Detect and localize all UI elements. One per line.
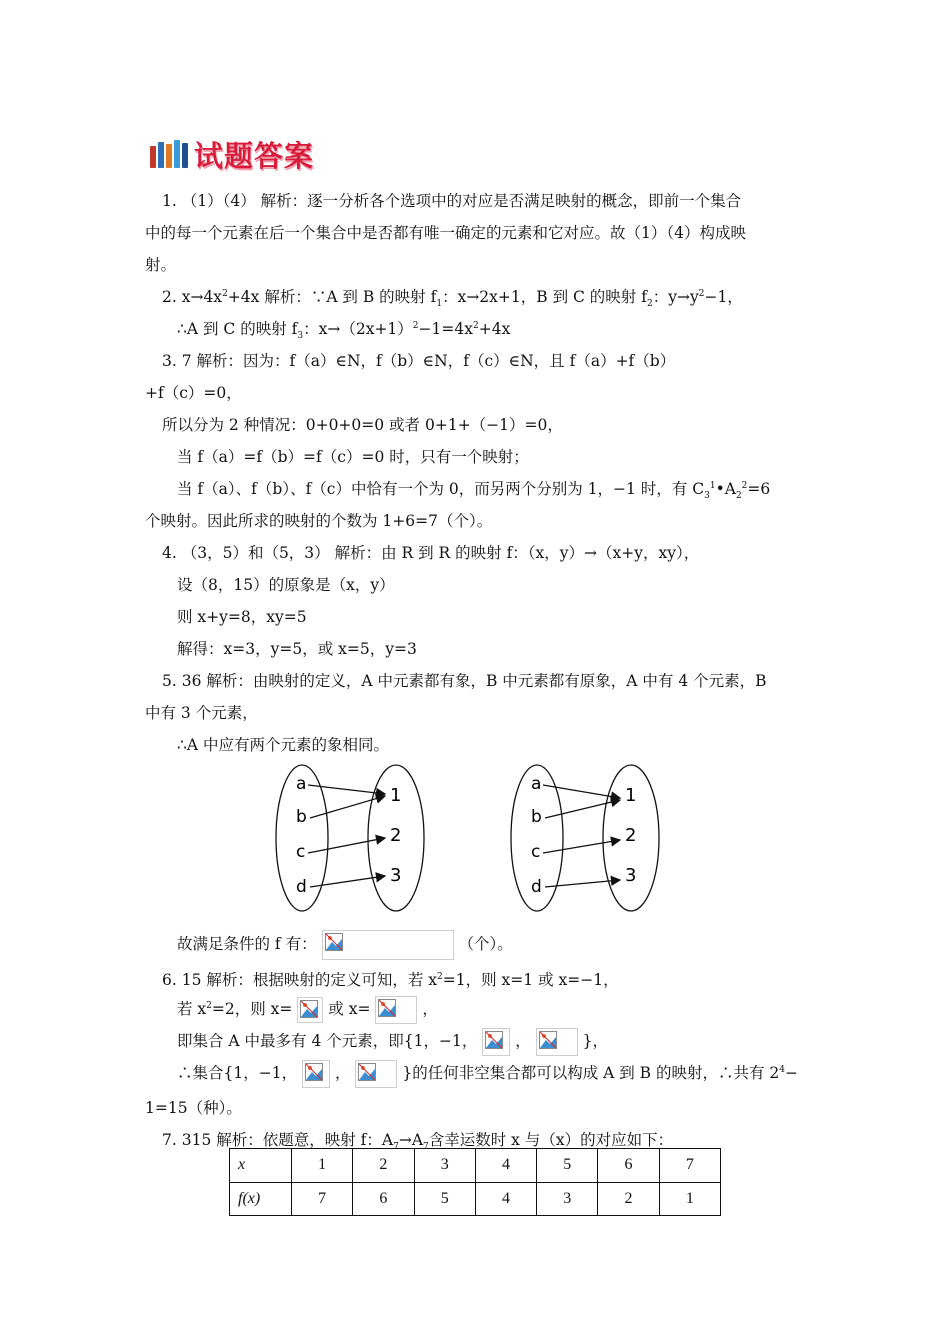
table-cell: 2 [598,1182,659,1216]
q5-line-3: ∴A 中应有两个元素的象相同。 [177,736,389,754]
codomain-label: 3 [390,865,402,886]
arrow-b-1 [310,796,385,818]
arrow-b-1 [545,800,620,818]
q1-line-1: 1. （1）（4） 解析：逐一分析各个选项中的对应是否满足映射的概念，即前一个集合 [162,192,742,210]
q3-line-5: 当 f（a）、f（b）、f（c）中恰有一个为 0，而另两个分别为 1，−1 时，有 $C_3^1•A_2^2=6$ [177,480,771,502]
domain-label: d [531,877,542,897]
arrow-c-2 [308,838,385,853]
q6-line-5: 1=15（种）。 [145,1099,242,1117]
row-label-x: x [230,1149,292,1183]
q4-line-1: 4. （3，5）和（5，3） 解析：由 R 到 R 的映射 f：（x，y）→（x+y，xy）， [162,544,700,562]
table-row [230,1149,721,1183]
q2-line-1: 2. $x\to 4x^2+4x$ 解析：∵A 到 B 的映射 $f_1$：x→2x+1，B 到 C 的映射 $f_2$：$y\to y^2-1$， [162,288,743,310]
q6-line-4: ∴集合{1，−1， ， }的任何非空集合都可以构成 A 到 B 的映射，∴共有 $2^4-$ [177,1060,798,1088]
q3-line-6: 个映射。因此所求的映射的个数为 1+6=7（个）。 [145,512,493,530]
codomain-label: 3 [625,865,637,886]
table-cell: 4 [475,1149,536,1183]
broken-image-icon [297,997,323,1023]
q1-line-2: 中的每一个元素在后一个集合中是否都有唯一确定的元素和它对应。故（1）（4）构成映 [145,224,746,242]
broken-image-icon [482,1028,510,1056]
arrow-a-1 [543,785,620,798]
table-cell: 2 [353,1149,414,1183]
table-cell: 5 [537,1149,598,1183]
q5-line-4: 故满足条件的 f 有： （个）。 [177,930,513,960]
header-title: 试题答案 [194,138,315,173]
broken-image-icon [375,996,417,1024]
table-cell: 6 [598,1149,659,1183]
table-cell: 4 [475,1182,536,1216]
q3-line-4: 当 f（a）=f（b）=f（c）=0 时，只有一个映射； [177,448,529,466]
table-cell: 3 [537,1182,598,1216]
codomain-label: 1 [625,785,637,806]
q4-line-3: 则 x+y=8，xy=5 [177,608,307,626]
q2-line-2: ∴A 到 C 的映射 $f_3$：$x\to(2x+1)^2-1=4x^2+4x$ [177,320,511,342]
table-cell: 5 [414,1182,475,1216]
table-cell: 1 [659,1182,720,1216]
arrow-c-2 [543,840,620,853]
table-row [230,1182,721,1216]
table-cell: 7 [292,1182,353,1216]
domain-label: c [531,842,541,862]
mapping-diagram-right [497,758,677,918]
q7-line-1: 7. 315 解析：依题意，映射 f：$A_7\to A_7$含幸运数时 x 与（x）的对应如下： [162,1131,674,1153]
books-icon [150,140,188,168]
q4-line-2: 设（8，15）的原象是（x，y） [177,576,395,594]
mapping-table [229,1148,721,1216]
broken-image-icon [536,1028,578,1056]
q5-line-1: 5. 36 解析：由映射的定义，A 中元素都有象，B 中元素都有原象，A 中有 4 个元素，B [162,672,767,690]
q5-line-2: 中有 3 个元素， [145,704,258,722]
arrow-a-1 [308,785,385,794]
q6-line-3: 即集合 A 中最多有 4 个元素，即{1，−1， ， }， [177,1028,608,1056]
codomain-label: 1 [390,785,402,806]
table-cell: 3 [414,1149,475,1183]
domain-label: b [296,807,307,827]
q3-line-1: 3. 7 解析：因为：f（a）∈N，f（b）∈N，f（c）∈N，且 f（a）+f（b） [162,352,676,370]
domain-label: b [531,807,542,827]
broken-image-icon [302,1060,330,1088]
domain-label: d [296,877,307,897]
q3-line-2: +f（c）=0， [145,384,242,402]
broken-image-icon [322,930,454,960]
q3-line-3: 所以分为 2 种情况：0+0+0=0 或者 0+1+（−1）=0， [162,416,563,434]
codomain-label: 2 [625,825,637,846]
row-label-fx: f(x) [230,1182,292,1216]
q1-line-3: 射。 [145,256,177,274]
domain-label: a [296,774,307,794]
table-cell: 7 [659,1149,720,1183]
codomain-label: 2 [390,825,402,846]
q6-line-1: 6. 15 解析：根据映射的定义可知，若 $x^2=1$，则 x=1 或 x=−1， [162,971,619,989]
broken-image-icon [355,1060,397,1088]
domain-label: c [296,842,306,862]
domain-label: a [531,774,542,794]
table-cell: 1 [292,1149,353,1183]
q4-line-4: 解得：x=3，y=5，或 x=5，y=3 [177,640,417,658]
q6-line-2: 若 $x^2=2$，则 x= 或 x= ， [177,996,438,1024]
mapping-diagram-left [262,758,442,918]
answers-header [150,132,314,176]
table-cell: 6 [353,1182,414,1216]
